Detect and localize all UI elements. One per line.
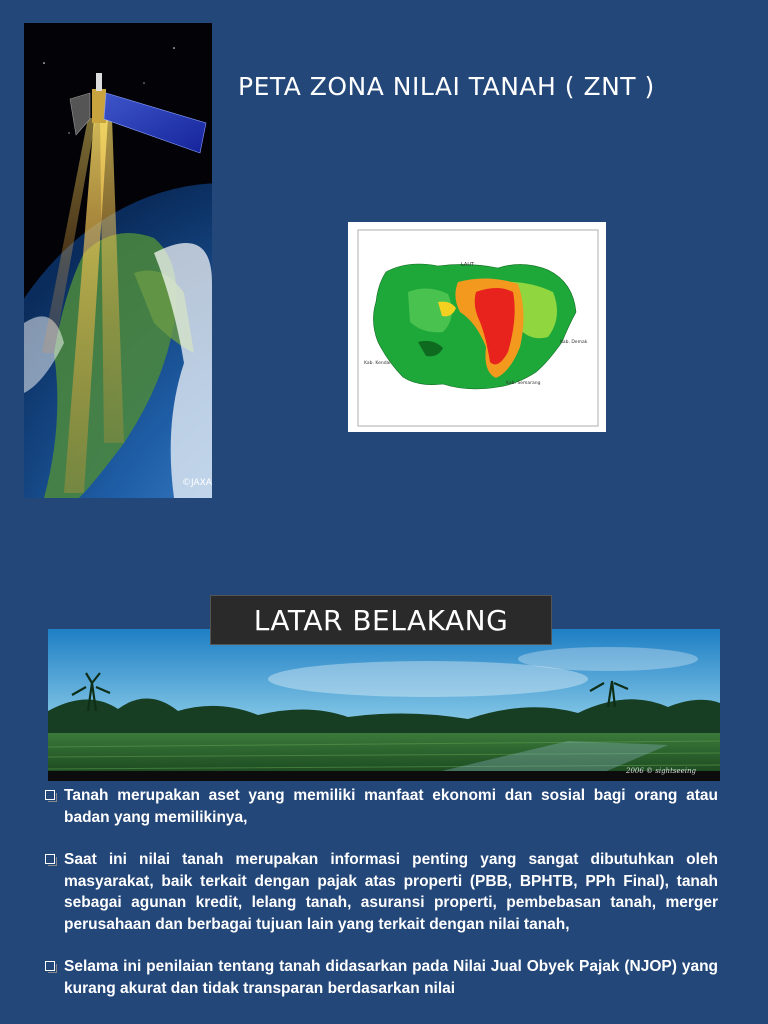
land-value-zone-map (348, 222, 606, 432)
list-item (44, 849, 718, 935)
satellite-credit: ©JAXA (182, 478, 212, 488)
map-label-west: Kab. Kendal (364, 361, 391, 366)
list-item-text: Selama ini penilaian tentang tanah didasarkan pada Nilai Jual Obyek Pajak (NJOP) yang kurang akurat dan tidak transparan berdasarkan nilai (64, 958, 718, 997)
map-label-south: Kab. Semarang (506, 381, 541, 386)
satellite-earth-image (24, 23, 212, 498)
map-label-sea: LAUT (461, 262, 475, 268)
list-item-text: Tanah merupakan aset yang memiliki manfaat ekonomi dan sosial bagi orang atau badan yang memilikinya, (64, 787, 718, 826)
list-item (44, 956, 718, 999)
section-heading: LATAR BELAKANG (210, 595, 552, 645)
checkbox-bullet-icon (45, 854, 55, 864)
bullet-list (44, 785, 718, 1020)
checkbox-bullet-icon (45, 790, 55, 800)
image-credit: 2006 © sightseeing (625, 767, 696, 775)
map-illustration (348, 222, 606, 432)
rice-field-landscape (48, 629, 720, 781)
landscape-illustration (48, 629, 720, 781)
checkbox-bullet-icon (45, 961, 55, 971)
page-title: PETA ZONA NILAI TANAH ( ZNT ) (238, 72, 655, 101)
map-label-east: Kab. Demak (560, 340, 588, 345)
list-item-text: Saat ini nilai tanah merupakan informasi penting yang sangat dibutuhkan oleh masyarakat, baik terkait dengan pajak atas properti (PBB, BPHTB, PPh Final), tanah sebagai agunan kredit, lelang tanah, asuransi properti, pembebasan tanah, merger perusahaan dan berbagai tujuan lain yang terkait dengan nilai tanah, (64, 851, 718, 933)
satellite-illustration (24, 23, 212, 498)
list-item (44, 785, 718, 828)
section-banner (48, 603, 720, 781)
